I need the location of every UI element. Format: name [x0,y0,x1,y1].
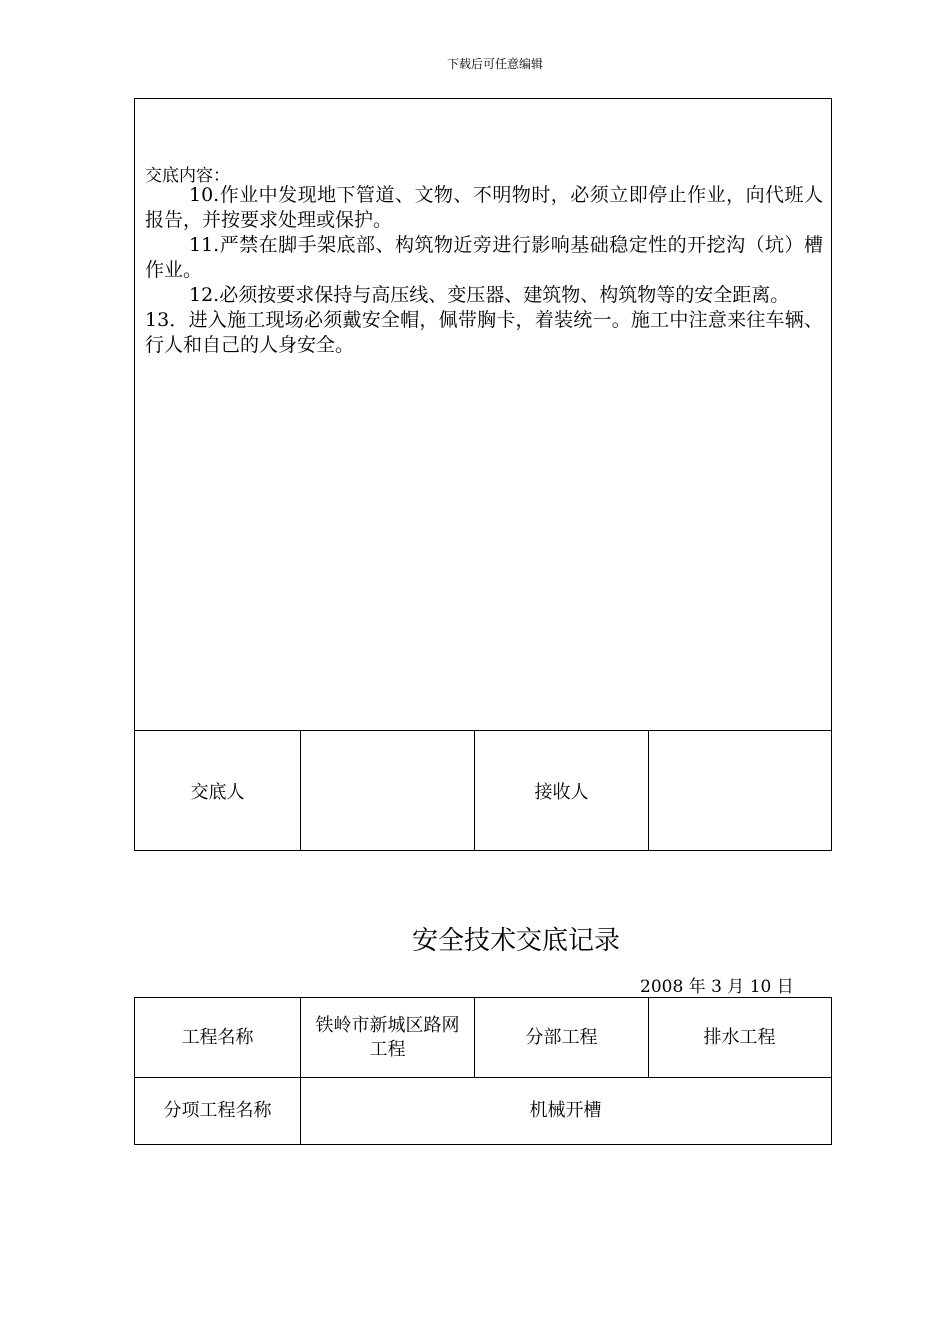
disclosure-body [145,183,823,358]
record-row-project [135,998,831,1078]
item-name-value: 机械开槽 [529,1100,602,1121]
disclosure-item: 11.严禁在脚手架底部、构筑物近旁进行影响基础稳定性的开挖沟（坑）槽作业。 [145,234,823,281]
record-date: 2008 年 3 月 10 日 [640,977,794,997]
disclosure-item: 13．进入施工现场必须戴安全帽，佩带胸卡，着装统一。施工中注意来往车辆、行人和自己的人身安全。 [145,309,823,356]
project-name-value: 铁岭市新城区路网工程 [301,998,475,1077]
header-note: 下载后可任意编辑 [446,57,543,71]
disclosure-item: 12.必须按要求保持与高压线、变压器、建筑物、构筑物等的安全距离。 [189,284,790,306]
disclosure-table [134,98,832,851]
sub-project-label: 分部工程 [475,998,649,1077]
record-table [134,997,832,1145]
project-name-label: 工程名称 [135,998,301,1077]
sub-project-value: 排水工程 [703,1026,776,1048]
signature-row [135,731,831,850]
record-title: 安全技术交底记录 [411,926,620,956]
record-row-item [135,1078,831,1144]
disclosure-label: 交底内容： [145,166,230,186]
receiver-label: 接收人 [475,731,649,850]
discloser-field[interactable] [301,731,475,850]
disclosure-content-cell [135,99,831,731]
item-name-label: 分项工程名称 [135,1078,301,1144]
receiver-field[interactable] [649,731,830,850]
discloser-label: 交底人 [135,731,301,850]
disclosure-item: 10.作业中发现地下管道、文物、不明物时，必须立即停止作业，向代班人报告，并按要求处理或保护。 [145,184,823,231]
